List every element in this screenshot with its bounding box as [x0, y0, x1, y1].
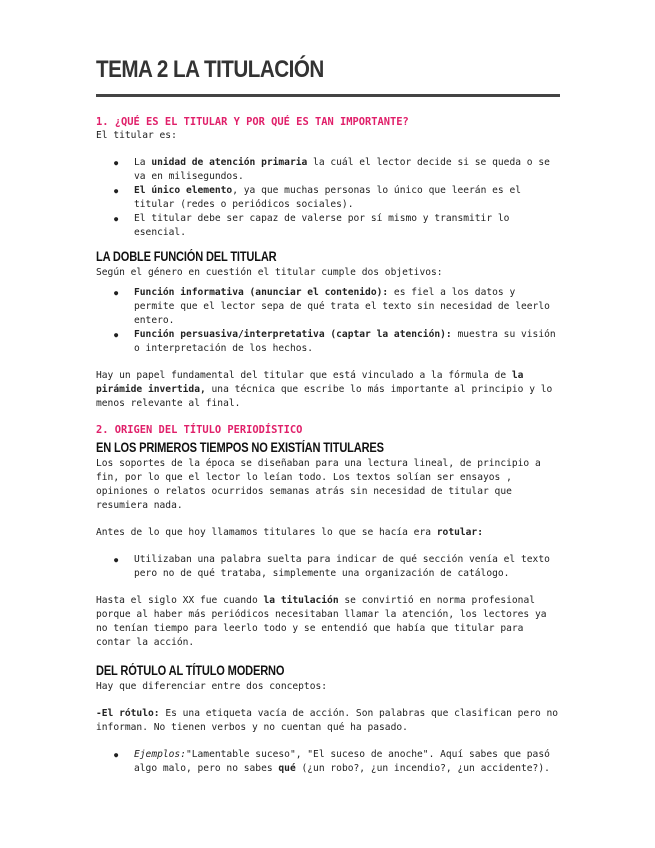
- list-item: ● Ejemplos:"Lamentable suceso", "El suceso de anoche". Aquí sabes que pasó algo malo, pero no sabes qué (¿un robo?, ¿un incendio?, ¿un accidente?).: [96, 748, 560, 776]
- section-heading-2: 2. ORIGEN DEL TÍTULO PERIODÍSTICO: [96, 424, 303, 436]
- paragraph: Hay que diferenciar entre dos conceptos:: [96, 681, 328, 692]
- document-page: [96, 52, 560, 776]
- section-origen: [96, 423, 560, 650]
- section-heading-1: 1. ¿QUÉ ES EL TITULAR Y POR QUÉ ES TAN IMPORTANTE?: [96, 116, 409, 128]
- list-item: ● Utilizaban una palabra suelta para indicar de qué sección venía el texto pero no de qué trataba, simplemente una organización de catálogo.: [96, 553, 560, 581]
- bullet-list: [96, 553, 560, 581]
- section-rotulo: [96, 662, 560, 776]
- paragraph: Los soportes de la época se diseñaban para una lectura lineal, de principio a fin, por lo que el lector lo leían todo. Los textos solían ser ensayos , opiniones o relatos ocurridos semanas atrás sin necesidad de titular que resumiera nada.: [96, 458, 541, 511]
- paragraph: Hasta el siglo XX fue cuando la titulación se convirtió en norma profesional porque al haber más periódicos necesitaban llamar la atención, los lectores ya no tenían tiempo para leerlo todo y se entendió que había que titular para contar la acción.: [96, 595, 547, 648]
- bullet-list: [96, 748, 560, 776]
- section-doble-funcion: [96, 248, 560, 411]
- list-item: ● El titular debe ser capaz de valerse por sí mismo y transmitir lo esencial.: [96, 212, 560, 240]
- paragraph: Antes de lo que hoy llamamos titulares lo que se hacía era rotular:: [96, 527, 483, 538]
- document-title: TEMA 2 LA TITULACIÓN: [96, 56, 324, 83]
- list-item: ● El único elemento, ya que muchas personas lo único que leerán es el titular (redes o periódicos sociales).: [96, 184, 560, 212]
- title-rule: [96, 94, 560, 97]
- bullet-list: [96, 286, 560, 356]
- subheading: EN LOS PRIMEROS TIEMPOS NO EXISTÍAN TITULARES: [96, 440, 384, 455]
- paragraph: Hay un papel fundamental del titular que está vinculado a la fórmula de la pirámide invertida, una técnica que escribe lo más importante al principio y lo menos relevante al final.: [96, 370, 553, 409]
- bullet-list: [96, 156, 560, 240]
- section-que-es-titular: [96, 115, 560, 240]
- subheading: LA DOBLE FUNCIÓN DEL TITULAR: [96, 249, 277, 264]
- list-item: ● La unidad de atención primaria la cuál el lector decide si se queda o se va en milisegundos.: [96, 156, 560, 184]
- paragraph: -El rótulo: Es una etiqueta vacía de acción. Son palabras que clasifican pero no informan. No tienen verbos y no cuentan qué ha pasado.: [96, 708, 559, 733]
- subheading: DEL RÓTULO AL TÍTULO MODERNO: [96, 663, 285, 678]
- list-item: ● Función persuasiva/interpretativa (captar la atención): muestra su visión o interpretación de los hechos.: [96, 328, 560, 356]
- list-item: ● Función informativa (anunciar el contenido): es fiel a los datos y permite que el lector sepa de qué trata el texto sin necesidad de leerlo entero.: [96, 286, 560, 328]
- paragraph: El titular es:: [96, 130, 177, 141]
- paragraph: Según el género en cuestión el titular cumple dos objetivos:: [96, 267, 443, 278]
